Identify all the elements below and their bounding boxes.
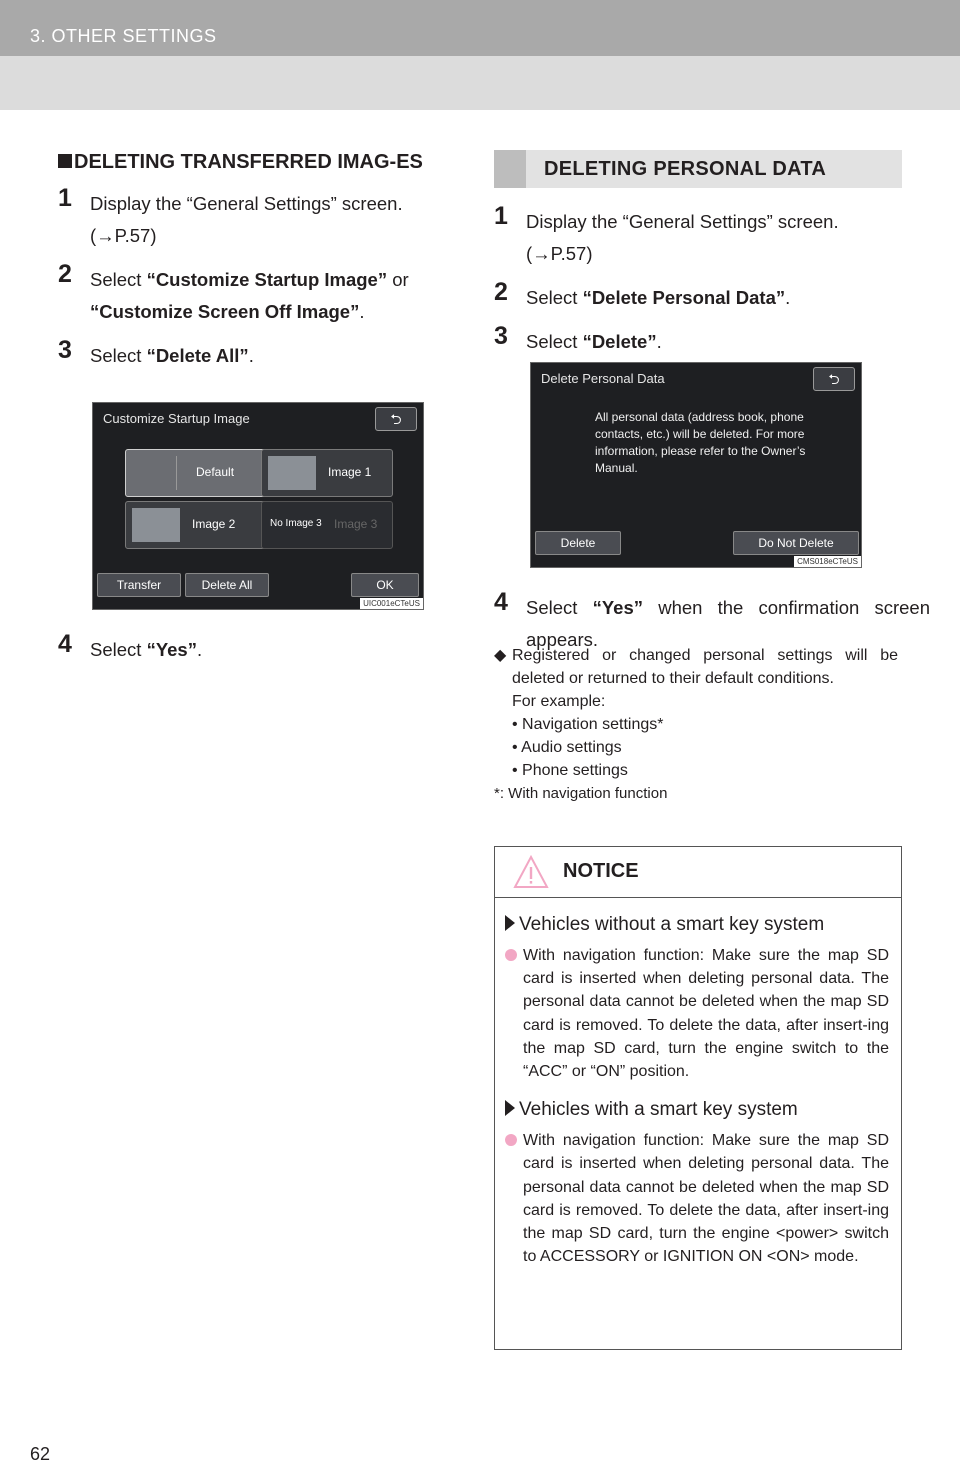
default-tile[interactable] — [125, 449, 267, 497]
example-label — [494, 690, 898, 713]
figure-code: UIC001eCTeUS — [360, 598, 423, 609]
subheading — [58, 148, 462, 176]
step-number: 2 — [494, 278, 508, 306]
step-text: Select — [90, 345, 147, 366]
pink-dot-icon — [505, 1134, 517, 1146]
example-item — [494, 713, 898, 736]
step-option: “Delete Personal Data” — [582, 287, 786, 308]
back-button[interactable]: ⮌ — [375, 407, 417, 431]
arrow-right-icon — [505, 1100, 515, 1116]
step-text: . — [656, 331, 662, 352]
step-3 — [494, 322, 902, 358]
tile-label: Image 1 — [328, 465, 372, 479]
notice-section-title — [505, 1097, 889, 1123]
banner-title: DELETING PERSONAL DATA — [544, 158, 827, 180]
screen-title: Delete Personal Data — [541, 371, 665, 386]
image-1-tile[interactable] — [261, 449, 393, 497]
notice-title: NOTICE — [563, 860, 639, 882]
step-number: 1 — [494, 202, 508, 230]
bullet-block — [494, 644, 898, 804]
diamond-bullet-icon: ◆ — [494, 647, 507, 664]
image-3-tile[interactable] — [261, 501, 393, 549]
step-number: 4 — [494, 588, 508, 616]
step-option: “Customize Screen Off Image” — [90, 301, 360, 322]
do-not-delete-button[interactable]: Do Not Delete — [733, 531, 859, 555]
bullet-item — [494, 644, 898, 690]
screen-title: Customize Startup Image — [103, 411, 250, 426]
image-2-tile[interactable] — [125, 501, 267, 549]
step-text: . — [785, 287, 791, 308]
bullet-text: Registered or changed personal settings will be deleted or returned to their default conditions. — [512, 647, 898, 687]
section-title: 3. OTHER SETTINGS — [30, 26, 217, 46]
step-option: “Yes” — [592, 597, 644, 618]
notice-section-smart-key — [495, 1097, 901, 1268]
step-1 — [494, 202, 902, 270]
step-text: . — [196, 639, 203, 660]
step-number: 1 — [58, 184, 72, 212]
step-4 — [58, 630, 494, 666]
back-button[interactable]: ⮌ — [813, 367, 855, 391]
step-number: 3 — [494, 322, 508, 350]
step-text: Select — [90, 269, 147, 290]
ok-button[interactable]: OK — [351, 573, 419, 597]
notice-section-no-smart-key — [495, 912, 901, 1083]
transfer-button[interactable]: Transfer — [97, 573, 181, 597]
tile-label: Image 3 — [334, 517, 378, 531]
example-text: For example: — [512, 693, 606, 710]
step-text: Select — [90, 639, 147, 660]
delete-button[interactable]: Delete — [535, 531, 621, 555]
screen-message: All personal data (address book, phone contacts, etc.) will be deleted. For more information, please refer to the Owner’s Manual. — [595, 410, 806, 475]
tile-label: Image 2 — [192, 517, 236, 531]
subheading-text: DELETING TRANSFERRED IMAG-ES — [74, 151, 423, 173]
delete-all-button[interactable]: Delete All — [185, 573, 269, 597]
tile-divider — [176, 456, 177, 490]
example-item-text: • Phone settings — [512, 762, 628, 779]
step-option: “Yes” — [146, 639, 197, 660]
example-item — [494, 759, 898, 782]
thumbnail-image — [132, 508, 180, 542]
step-2 — [494, 278, 902, 314]
notice-section-title — [505, 912, 889, 938]
body-text: With navigation function: Make sure the map SD card is inserted when deleting personal data. The personal data cannot be deleted when the map SD card is removed. To delete the data, after insert-ing the map SD card, turn the engine <power> switch to ACCESSORY or IGNITION ON <ON> mode. — [523, 1132, 889, 1266]
notice-section-body — [505, 944, 889, 1083]
tile-label: No Image 3 — [270, 518, 322, 529]
example-item — [494, 736, 898, 759]
right-column — [494, 150, 902, 358]
example-item-text: • Navigation settings* — [512, 716, 664, 733]
thumbnail-image — [268, 456, 316, 490]
step-text: Display the “General Settings” screen. (→P.57) — [526, 211, 839, 264]
section-title-text: Vehicles without a smart key system — [519, 914, 825, 935]
delete-personal-data-screen — [530, 362, 862, 568]
left-column — [58, 148, 462, 372]
arrow-right-icon — [505, 915, 515, 931]
step-text: . — [359, 301, 365, 322]
step-option: “Customize Startup Image” — [146, 269, 388, 290]
page-number: 62 — [30, 1444, 51, 1464]
tile-label: Default — [196, 465, 235, 479]
section-title-text: Vehicles with a smart key system — [519, 1099, 798, 1121]
figure-code: CMS018eCTeUS — [794, 556, 861, 567]
step-number: 4 — [58, 630, 72, 658]
step-text: Select — [526, 597, 593, 618]
step-2 — [58, 260, 462, 328]
body-text: With navigation function: Make sure the map SD card is inserted when deleting personal data. The personal data cannot be deleted when the map SD card is removed. To delete the data, after insert-ing the map SD card, turn the engine switch to the “ACC” or “ON” position. — [523, 947, 889, 1081]
customize-startup-image-screen — [92, 402, 424, 610]
step-option: “Delete All” — [146, 345, 249, 366]
step-number: 2 — [58, 260, 72, 288]
notice-section-body — [505, 1129, 889, 1268]
square-bullet-icon — [58, 154, 72, 168]
section-banner — [494, 150, 902, 188]
example-item-text: • Audio settings — [512, 739, 622, 756]
step-3 — [58, 336, 462, 372]
step-text: Select — [526, 331, 583, 352]
step-text: when the confirmation screen appears. — [526, 597, 930, 650]
step-1 — [58, 184, 462, 252]
step-text: Select — [526, 287, 583, 308]
pink-dot-icon — [505, 949, 517, 961]
page-header — [0, 0, 960, 110]
step-text: Display the “General Settings” screen. (→P.57) — [90, 193, 403, 246]
footnote: *: With navigation function — [494, 785, 668, 802]
step-text: or — [387, 269, 409, 290]
step-text: . — [248, 345, 254, 366]
notice-header — [495, 847, 901, 898]
step-number: 3 — [58, 336, 72, 364]
banner-accent — [494, 150, 526, 188]
warning-icon — [513, 855, 549, 889]
notice-box — [494, 846, 902, 1350]
step-option: “Delete” — [582, 331, 657, 352]
